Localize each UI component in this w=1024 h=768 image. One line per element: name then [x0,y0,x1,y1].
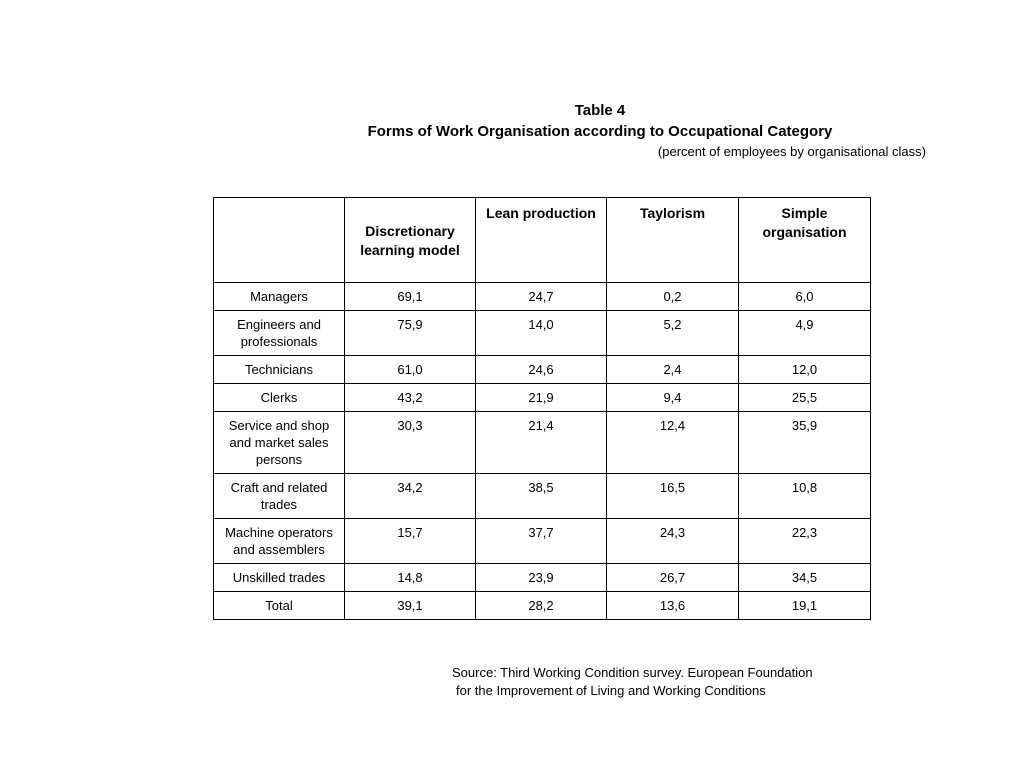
table-cell: 5,2 [607,311,739,356]
table-row [214,311,871,356]
table-cell: 75,9 [345,311,476,356]
table-cell: 14,8 [345,564,476,592]
source-line-2: for the Improvement of Living and Working Conditions [456,683,766,698]
table-cell: 14,0 [476,311,607,356]
source-note [452,664,813,700]
table-cell: 28,2 [476,592,607,620]
table-row [214,384,871,412]
table-cell: 37,7 [476,519,607,564]
table-subtitle: (percent of employees by organisational class) [657,144,926,159]
table-cell: 26,7 [607,564,739,592]
header-row [214,198,871,283]
table-cell: 38,5 [476,474,607,519]
table-cell: 6,0 [739,283,871,311]
table-row [214,356,871,384]
table-cell: 21,9 [476,384,607,412]
table-row [214,474,871,519]
table-cell: 69,1 [345,283,476,311]
column-header-simple-organisation: Simple organisation [739,198,871,283]
row-label: Clerks [214,384,345,412]
table-cell: 24,7 [476,283,607,311]
table-title: Forms of Work Organisation according to Occupational Category [367,123,833,140]
table-row [214,519,871,564]
data-table [213,197,871,620]
table-row [214,412,871,474]
table-row [214,283,871,311]
table-cell: 22,3 [739,519,871,564]
table-cell: 15,7 [345,519,476,564]
table-cell: 2,4 [607,356,739,384]
row-label: Total [214,592,345,620]
table-row-total [214,592,871,620]
table-cell: 34,2 [345,474,476,519]
column-header-taylorism: Taylorism [607,198,739,283]
table-cell: 61,0 [345,356,476,384]
row-label: Unskilled trades [214,564,345,592]
table-cell: 24,3 [607,519,739,564]
row-label: Craft and related trades [214,474,345,519]
table-number: Table 4 [574,102,626,119]
table-cell: 4,9 [739,311,871,356]
table-cell: 12,0 [739,356,871,384]
table-cell: 12,4 [607,412,739,474]
table-cell: 10,8 [739,474,871,519]
column-header-discretionary-learning: Discretionary learning model [345,198,476,283]
table-cell: 13,6 [607,592,739,620]
row-label: Machine operators and assemblers [214,519,345,564]
source-line-1: Source: Third Working Condition survey. European Foundation [452,665,813,680]
table-cell: 0,2 [607,283,739,311]
table-row [214,564,871,592]
table-cell: 19,1 [739,592,871,620]
table-cell: 43,2 [345,384,476,412]
table-cell: 24,6 [476,356,607,384]
row-label: Engineers and professionals [214,311,345,356]
row-label: Service and shop and market sales persons [214,412,345,474]
table-cell: 23,9 [476,564,607,592]
column-header-lean-production: Lean production [476,198,607,283]
row-label: Managers [214,283,345,311]
row-label: Technicians [214,356,345,384]
table-cell: 16,5 [607,474,739,519]
table-cell: 30,3 [345,412,476,474]
table-cell: 34,5 [739,564,871,592]
table-cell: 39,1 [345,592,476,620]
table-cell: 35,9 [739,412,871,474]
column-header-empty [214,198,345,283]
table-cell: 25,5 [739,384,871,412]
table-cell: 21,4 [476,412,607,474]
table-cell: 9,4 [607,384,739,412]
